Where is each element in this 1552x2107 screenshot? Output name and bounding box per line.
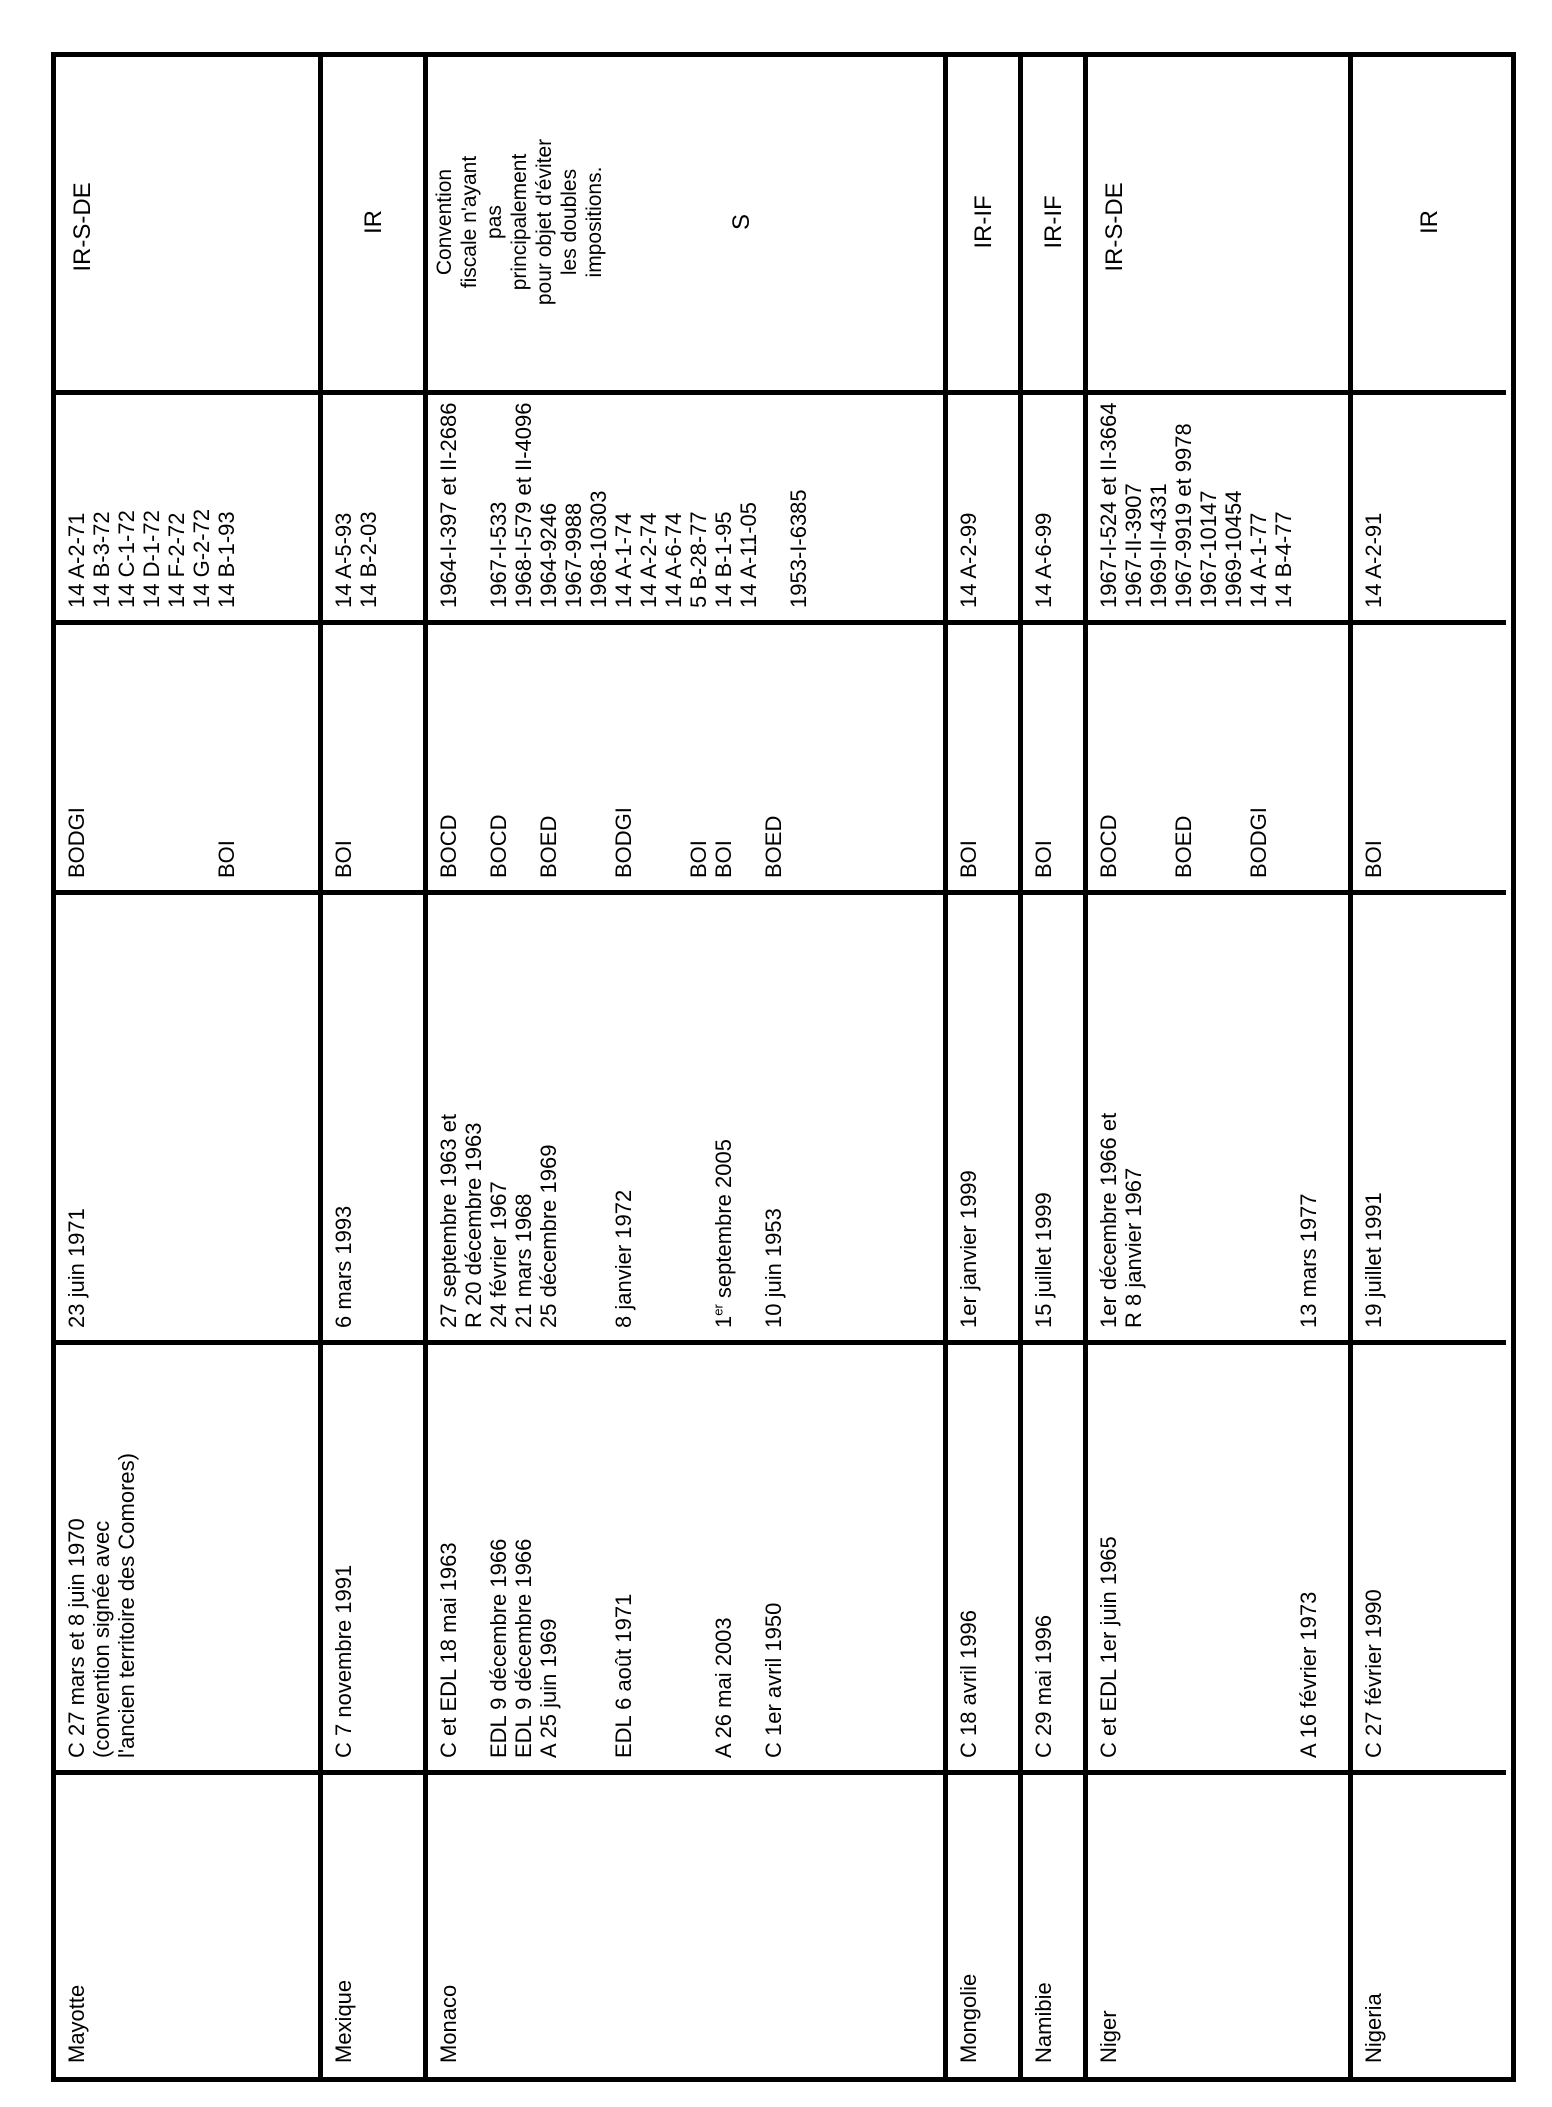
acts-line	[1121, 1352, 1146, 1758]
tax-code: S	[728, 214, 755, 231]
refs-line: 1967-II-3907	[1121, 483, 1146, 608]
dates-line	[636, 902, 661, 1328]
act-cell	[56, 1342, 318, 1772]
refs-line: 14 A-2-71	[64, 512, 89, 608]
refs-line: 1967-I-533	[486, 501, 511, 608]
acts-line	[1171, 1352, 1196, 1758]
pubs-line: BOED	[536, 815, 561, 878]
act-cell	[323, 1342, 423, 1772]
date-cell	[323, 892, 423, 1342]
dates-line	[561, 902, 586, 1328]
acts-line: C 1er avril 1950	[761, 1602, 786, 1758]
pubs-line	[89, 632, 114, 878]
dates-line: 1er janvier 1999	[956, 1170, 981, 1328]
taxes_note-line: principalement	[508, 153, 531, 291]
refs-line	[461, 402, 486, 608]
pubs-line	[561, 632, 586, 878]
pubs-line: BOED	[761, 815, 786, 878]
tax-code: IR-S-DE	[1101, 182, 1128, 272]
dates-line	[711, 902, 736, 1328]
pubs-line: BOCD	[1096, 814, 1121, 878]
date-cell	[1088, 892, 1348, 1342]
acts-line: A 25 juin 1969	[536, 1618, 561, 1758]
dates-line: R 20 décembre 1963	[461, 1122, 486, 1328]
publication-cell	[1353, 622, 1506, 892]
acts-line: C 27 février 1990	[1361, 1589, 1386, 1758]
pubs-line	[661, 632, 686, 878]
reference-cell	[948, 392, 1018, 622]
country-name: Mayotte	[64, 1984, 89, 2063]
dates-line: 10 juin 1953	[761, 1208, 786, 1328]
act-cell	[428, 1342, 943, 1772]
tax-code: IR-IF	[1039, 195, 1067, 249]
acts-line	[686, 1352, 711, 1758]
refs-line: 14 B-1-95	[711, 511, 736, 608]
acts-line: EDL 9 décembre 1966	[486, 1538, 511, 1758]
dates-line: 27 septembre 1963 et	[436, 1113, 461, 1328]
refs-line: 14 A-1-77	[1246, 512, 1271, 608]
pubs-line: BOI	[1361, 840, 1386, 878]
publication-cell	[428, 622, 943, 892]
refs-line: 1968-I-579 et II-4096	[511, 402, 536, 608]
dates-line: 24 février 1967	[486, 1181, 511, 1328]
refs-line: 14 B-2-03	[356, 511, 381, 608]
table-row	[423, 57, 943, 2077]
dates-line: R 8 janvier 1967	[1121, 1167, 1146, 1328]
date-text: septembre 2005	[711, 1139, 736, 1299]
refs-line: 1967-9988	[561, 502, 586, 608]
acts-line: EDL 9 décembre 1966	[511, 1538, 536, 1758]
pubs-line	[1146, 632, 1171, 878]
acts-line: A 16 février 1973	[1296, 1591, 1321, 1758]
dates-line: 23 juin 1971	[64, 1208, 89, 1328]
pubs-line	[636, 632, 661, 878]
dates-line: 8 janvier 1972	[611, 1189, 636, 1328]
country-name: Monaco	[436, 1984, 461, 2063]
pubs-line: BOCD	[486, 814, 511, 878]
country-name: Namibie	[1031, 1982, 1056, 2063]
refs-line: 5 B-28-77	[686, 511, 711, 608]
dates-line	[1171, 902, 1196, 1328]
pubs-line: BOI	[711, 840, 736, 878]
pubs-line: BODGI	[64, 807, 89, 878]
taxes_note-line: les doubles	[558, 168, 581, 276]
country-cell	[1023, 1772, 1083, 2077]
acts-line	[661, 1352, 686, 1758]
act-cell	[1088, 1342, 1348, 1772]
dates-line: 21 mars 1968	[511, 1193, 536, 1328]
reference-cell	[1023, 392, 1083, 622]
publication-cell	[948, 622, 1018, 892]
refs-line: 14 G-2-72	[189, 508, 214, 608]
date-cell	[1353, 892, 1506, 1342]
pubs-line	[1196, 632, 1221, 878]
table-row	[56, 57, 318, 2077]
tax-code: IR-S-DE	[69, 182, 96, 272]
tax-code: IR	[1416, 210, 1443, 234]
reference-cell	[1088, 392, 1348, 622]
dates-line: 19 juillet 1991	[1361, 1192, 1386, 1328]
country-name: Niger	[1096, 2010, 1121, 2063]
refs-line: 1967-10147	[1196, 490, 1221, 608]
act-cell	[1353, 1342, 1506, 1772]
refs-line: 14 B-4-77	[1271, 511, 1296, 608]
pubs-line: BODGI	[1246, 807, 1271, 878]
acts-line	[636, 1352, 661, 1758]
pubs-line	[736, 632, 761, 878]
acts-line: l'ancien territoire des Comores)	[114, 1453, 139, 1758]
table-row	[318, 57, 423, 2077]
publication-cell	[323, 622, 423, 892]
refs-line: 1964-9246	[536, 502, 561, 608]
taxes_note-line: pas	[483, 205, 506, 239]
dates-line	[586, 902, 611, 1328]
convention-table	[51, 52, 1516, 2082]
acts-line	[1196, 1352, 1221, 1758]
act-cell	[948, 1342, 1018, 1772]
refs-line: 14 A-5-93	[331, 512, 356, 608]
table-row	[1018, 57, 1083, 2077]
refs-line: 14 A-6-74	[661, 512, 686, 608]
publication-cell	[1023, 622, 1083, 892]
tax-cell	[1023, 52, 1083, 392]
pubs-line	[511, 632, 536, 878]
acts-line: C 29 mai 1996	[1031, 1614, 1056, 1758]
pubs-line	[1221, 632, 1246, 878]
reference-cell	[323, 392, 423, 622]
pubs-line	[139, 632, 164, 878]
country-cell	[323, 1772, 423, 2077]
dates-line	[1221, 902, 1246, 1328]
dates-line	[686, 902, 711, 1328]
acts-line: A 26 mai 2003	[711, 1617, 736, 1758]
acts-line	[561, 1352, 586, 1758]
pubs-line: BODGI	[611, 807, 636, 878]
pubs-line: BOI	[214, 840, 239, 878]
country-cell	[1353, 1772, 1506, 2077]
tax-cell	[323, 52, 423, 392]
country-name: Mexique	[331, 1979, 356, 2063]
pubs-line: BOI	[1031, 840, 1056, 878]
taxes_note-line: pour objet d'éviter	[533, 138, 556, 306]
date-cell	[428, 892, 943, 1342]
refs-line	[761, 402, 786, 608]
dates-line: 13 mars 1977	[1296, 1193, 1321, 1328]
pubs-line	[1121, 632, 1146, 878]
acts-line: C 7 novembre 1991	[331, 1564, 356, 1758]
refs-line: 1968-10303	[586, 490, 611, 608]
country-name: Mongolie	[956, 1973, 981, 2063]
date-ordinal: 1	[711, 1315, 736, 1328]
refs-line: 14 C-1-72	[114, 510, 139, 608]
acts-line	[736, 1352, 761, 1758]
pubs-line: BOCD	[436, 814, 461, 878]
refs-line: 14 A-6-99	[1031, 512, 1056, 608]
date-cell	[948, 892, 1018, 1342]
reference-cell	[56, 392, 318, 622]
tax-cell	[948, 52, 1018, 392]
dates-line	[661, 902, 686, 1328]
acts-line	[1146, 1352, 1171, 1758]
dates-line	[1246, 902, 1271, 1328]
dates-line: 15 juillet 1999	[1031, 1192, 1056, 1328]
acts-line: C et EDL 1er juin 1965	[1096, 1536, 1121, 1758]
dates-line: 6 mars 1993	[331, 1205, 356, 1328]
pubs-line	[189, 632, 214, 878]
refs-line: 14 A-11-05	[736, 501, 761, 608]
country-name: Nigeria	[1361, 1993, 1386, 2063]
pubs-line: BOI	[331, 840, 356, 878]
tax-code: IR	[359, 210, 387, 234]
tax-cell	[428, 52, 943, 392]
acts-line	[1246, 1352, 1271, 1758]
pubs-line: BOI	[686, 840, 711, 878]
refs-line: 1967-I-524 et II-3664	[1096, 402, 1121, 608]
acts-line	[461, 1352, 486, 1758]
act-cell	[1023, 1342, 1083, 1772]
publication-cell	[1088, 622, 1348, 892]
pubs-line	[461, 632, 486, 878]
reference-cell	[1353, 392, 1506, 622]
tax-code: IR-IF	[969, 195, 997, 249]
acts-line: C 27 mars et 8 juin 1970	[64, 1518, 89, 1758]
refs-line: 14 F-2-72	[164, 512, 189, 608]
taxes_note-line: impositions.	[583, 166, 606, 278]
country-cell	[1088, 1772, 1348, 2077]
refs-line: 14 B-3-72	[89, 511, 114, 608]
acts-line: C 18 avril 1996	[956, 1610, 981, 1758]
refs-line: 1967-9919 et 9978	[1171, 423, 1196, 608]
tax-cell	[1353, 52, 1506, 392]
refs-line: 14 A-1-74	[611, 512, 636, 608]
refs-line: 14 D-1-72	[139, 510, 164, 608]
dates-line: 25 décembre 1969	[536, 1144, 561, 1328]
tax-cell	[56, 52, 318, 392]
pubs-line	[114, 632, 139, 878]
refs-line: 1953-I-6385	[786, 489, 811, 608]
refs-line: 14 B-1-93	[214, 511, 239, 608]
date-cell	[1023, 892, 1083, 1342]
pubs-line: BOED	[1171, 815, 1196, 878]
acts-line: EDL 6 août 1971	[611, 1593, 636, 1758]
acts-line	[586, 1352, 611, 1758]
table-row	[1348, 57, 1506, 2077]
tax-cell	[1088, 52, 1348, 392]
country-cell	[948, 1772, 1018, 2077]
refs-line: 14 A-2-74	[636, 512, 661, 608]
pubs-line	[586, 632, 611, 878]
table-row	[1083, 57, 1348, 2077]
acts-line: C et EDL 18 mai 1963	[436, 1542, 461, 1758]
date-cell	[56, 892, 318, 1342]
acts-line	[1221, 1352, 1246, 1758]
acts-line	[1271, 1352, 1296, 1758]
refs-line: 14 A-2-91	[1361, 512, 1386, 608]
dates-line	[1146, 902, 1171, 1328]
dates-line	[1196, 902, 1221, 1328]
table-row	[943, 57, 1018, 2077]
refs-line: 14 A-2-99	[956, 512, 981, 608]
country-cell	[56, 1772, 318, 2077]
refs-line: 1969-II-4331	[1146, 483, 1171, 608]
taxes_note-line: Convention	[433, 168, 456, 276]
dates-line	[736, 902, 761, 1328]
dates-line: 1er décembre 1966 et	[1096, 1112, 1121, 1328]
dates-line	[1271, 902, 1296, 1328]
date-ordinal-suffix: er	[710, 1304, 726, 1316]
country-cell	[428, 1772, 943, 2077]
publication-cell	[56, 622, 318, 892]
acts-line: (convention signée avec	[89, 1520, 114, 1758]
pubs-line: BOI	[956, 840, 981, 878]
pubs-line	[164, 632, 189, 878]
reference-cell	[428, 392, 943, 622]
refs-line: 1969-10454	[1221, 490, 1246, 608]
refs-line: 1964-I-397 et II-2686	[436, 402, 461, 608]
taxes_note-line: fiscale n'ayant	[458, 155, 481, 289]
